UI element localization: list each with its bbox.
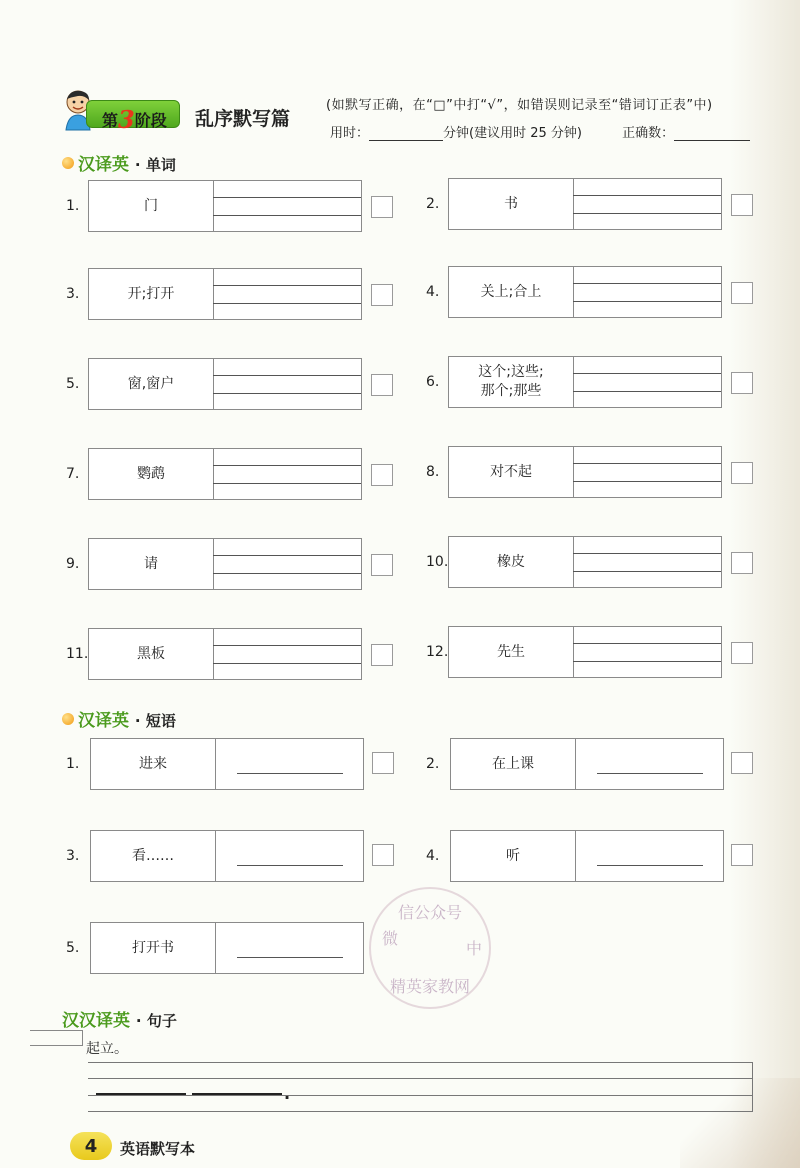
- writing-line[interactable]: [213, 393, 361, 394]
- check-box[interactable]: [371, 284, 393, 306]
- writing-line[interactable]: [237, 865, 343, 866]
- time-row: [330, 122, 750, 141]
- writing-line[interactable]: [213, 465, 361, 466]
- writing-line[interactable]: [573, 463, 721, 464]
- writing-line[interactable]: [573, 643, 721, 644]
- phrase-card: [90, 738, 364, 790]
- check-box[interactable]: [731, 462, 753, 484]
- sentences-section-heading: 汉汉译英 · 句子: [62, 1011, 177, 1031]
- word-item-number: 11.: [66, 646, 89, 662]
- time-blank[interactable]: [369, 140, 443, 141]
- phrase-card: [450, 830, 724, 882]
- writing-line[interactable]: [213, 375, 361, 376]
- word-card: [448, 266, 722, 318]
- answer-blank[interactable]: [96, 1093, 186, 1095]
- word-card: [448, 178, 722, 230]
- phrase-chinese: 看……: [91, 831, 216, 881]
- word-item-number: 1.: [66, 198, 80, 214]
- word-card: [448, 626, 722, 678]
- check-box[interactable]: [372, 752, 394, 774]
- writing-line[interactable]: [573, 553, 721, 554]
- phrase-item-number: 2.: [426, 756, 440, 772]
- writing-line[interactable]: [213, 303, 361, 304]
- correct-label: 正确数：: [622, 126, 675, 141]
- writing-line[interactable]: [237, 957, 343, 958]
- word-card: [448, 356, 722, 408]
- word-item-number: 9.: [66, 556, 80, 572]
- word-card: [88, 628, 362, 680]
- word-chinese: 先生: [449, 627, 574, 677]
- word-item-number: 7.: [66, 466, 80, 482]
- writing-line[interactable]: [597, 773, 703, 774]
- writing-line[interactable]: [573, 481, 721, 482]
- phrase-item-number: 3.: [66, 848, 80, 864]
- phrase-card: [90, 830, 364, 882]
- word-item-number: 2.: [426, 196, 440, 212]
- writing-line[interactable]: [573, 373, 721, 374]
- word-card: [448, 536, 722, 588]
- phrase-chinese: 听: [451, 831, 576, 881]
- time-label: 用时：: [330, 126, 370, 141]
- answer-blank[interactable]: [192, 1093, 282, 1095]
- writing-line[interactable]: [573, 213, 721, 214]
- word-card: [88, 538, 362, 590]
- check-box[interactable]: [372, 844, 394, 866]
- page-number-badge: 4: [70, 1132, 112, 1160]
- check-box[interactable]: [371, 374, 393, 396]
- writing-line[interactable]: [213, 663, 361, 664]
- word-item-number: 5.: [66, 376, 80, 392]
- writing-line[interactable]: [573, 195, 721, 196]
- page-edge-shadow: [730, 0, 800, 1168]
- word-card: [448, 446, 722, 498]
- sentence-prompt: 起立。: [86, 1041, 128, 1057]
- writing-line[interactable]: [213, 285, 361, 286]
- phrase-item-number: 4.: [426, 848, 440, 864]
- stamp-top-text: 信公众号: [397, 903, 463, 922]
- word-chinese: 黑板: [89, 629, 214, 679]
- writing-line[interactable]: [213, 555, 361, 556]
- word-card: [88, 268, 362, 320]
- word-chinese: 对不起: [449, 447, 574, 497]
- stamp-center-text: 中: [466, 939, 483, 958]
- section-title: 乱序默写篇: [195, 108, 291, 130]
- check-box[interactable]: [731, 552, 753, 574]
- word-card: [88, 448, 362, 500]
- word-chinese: 门: [89, 181, 214, 231]
- word-chinese: 鹦鹉: [89, 449, 214, 499]
- check-box[interactable]: [371, 644, 393, 666]
- stage-badge: [58, 88, 178, 134]
- decorative-bracket: [30, 1030, 83, 1046]
- stamp-bottom-text: 精英家教网: [389, 977, 471, 996]
- check-box[interactable]: [371, 464, 393, 486]
- word-item-number: 3.: [66, 286, 80, 302]
- word-card: [88, 358, 362, 410]
- word-chinese: 橡皮: [449, 537, 574, 587]
- check-box[interactable]: [731, 844, 753, 866]
- check-box[interactable]: [731, 372, 753, 394]
- watermark-stamp: [366, 884, 494, 1012]
- word-item-number: 6.: [426, 374, 440, 390]
- writing-line[interactable]: [573, 661, 721, 662]
- book-title: 英语默写本: [120, 1140, 196, 1158]
- phrase-card: [450, 738, 724, 790]
- stamp-side-text: 微: [382, 929, 399, 948]
- word-item-number: 10.: [426, 554, 449, 570]
- word-chinese: 请: [89, 539, 214, 589]
- check-box[interactable]: [371, 196, 393, 218]
- phrase-item-number: 5.: [66, 940, 80, 956]
- word-item-number: 4.: [426, 284, 440, 300]
- check-box[interactable]: [371, 554, 393, 576]
- word-chinese: 窗,窗户: [89, 359, 214, 409]
- bullet-dot-icon: [62, 157, 74, 169]
- check-box[interactable]: [731, 282, 753, 304]
- phrases-section-heading: 汉译英 · 短语: [62, 706, 176, 731]
- word-chinese: 这个;这些; 那个;那些: [449, 357, 574, 407]
- writing-line[interactable]: [573, 391, 721, 392]
- word-chinese: 开;打开: [89, 269, 214, 319]
- word-chinese: 关上;合上: [449, 267, 574, 317]
- writing-line[interactable]: [213, 573, 361, 574]
- word-card: [88, 180, 362, 232]
- writing-line[interactable]: [573, 283, 721, 284]
- words-section-heading: 汉译英 · 单词: [62, 150, 176, 175]
- writing-line[interactable]: [213, 645, 361, 646]
- writing-line[interactable]: [213, 215, 361, 216]
- bullet-dot-icon: [62, 713, 74, 725]
- stage-number: 3: [118, 105, 135, 134]
- phrase-card: [90, 922, 364, 974]
- writing-line[interactable]: [237, 773, 343, 774]
- instruction-text: (如默写正确，在“□”中打“√”，如错误则记录至“错词订正表”中): [326, 98, 713, 113]
- check-box[interactable]: [731, 642, 753, 664]
- writing-line[interactable]: [597, 865, 703, 866]
- word-item-number: 12.: [426, 644, 449, 660]
- correct-blank[interactable]: [674, 140, 750, 141]
- writing-line[interactable]: [573, 301, 721, 302]
- phrase-chinese: 在上课: [451, 739, 576, 789]
- phrase-chinese: 进来: [91, 739, 216, 789]
- writing-line[interactable]: [213, 197, 361, 198]
- sentence-end-mark: .: [284, 1084, 291, 1103]
- stage-label: 第3阶段: [102, 105, 167, 134]
- word-chinese: 书: [449, 179, 574, 229]
- check-box[interactable]: [731, 752, 753, 774]
- sentence-writing-lines[interactable]: [88, 1062, 753, 1112]
- phrase-chinese: 打开书: [91, 923, 216, 973]
- word-item-number: 8.: [426, 464, 440, 480]
- time-unit: 分钟(建议用时 25 分钟): [443, 126, 582, 141]
- writing-line[interactable]: [573, 571, 721, 572]
- phrase-item-number: 1.: [66, 756, 80, 772]
- writing-line[interactable]: [213, 483, 361, 484]
- check-box[interactable]: [731, 194, 753, 216]
